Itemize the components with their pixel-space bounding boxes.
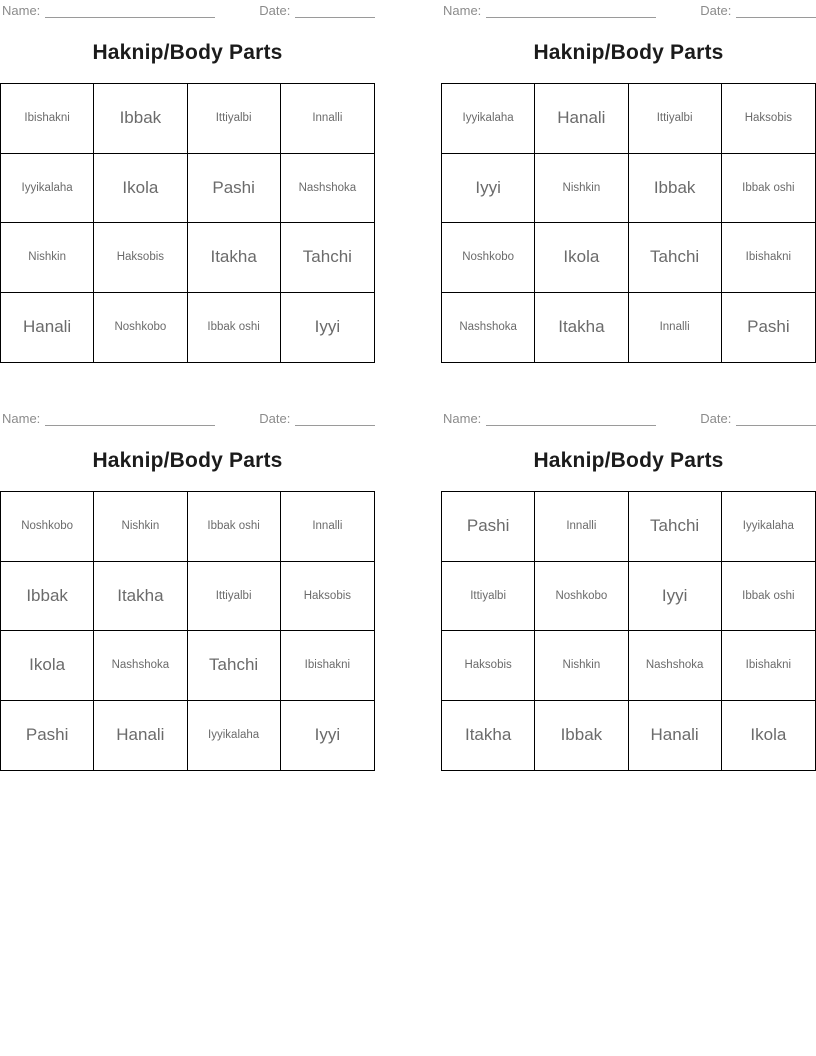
card-title: Haknip/Body Parts <box>92 41 283 64</box>
bingo-cell: Nashshoka <box>629 631 722 701</box>
card-title: Haknip/Body Parts <box>533 41 724 64</box>
bingo-cell: Itakha <box>442 701 535 771</box>
name-label: Name: <box>443 411 482 426</box>
bingo-cell: Hanali <box>535 84 628 154</box>
bingo-cell: Itakha <box>188 223 281 293</box>
name-date-row <box>0 3 375 18</box>
bingo-cell: Iyyikalaha <box>188 701 281 771</box>
bingo-cell: Pashi <box>188 154 281 224</box>
bingo-cell: Hanali <box>94 701 187 771</box>
bingo-cell: Nishkin <box>535 154 628 224</box>
bingo-card-2 <box>441 0 816 372</box>
bingo-cell: Nashshoka <box>281 154 374 224</box>
bingo-cell: Nashshoka <box>94 631 187 701</box>
bingo-cell: Pashi <box>1 701 94 771</box>
bingo-grid-3 <box>0 491 375 771</box>
bingo-cell: Ibbak oshi <box>722 562 815 632</box>
bingo-card-4 <box>441 408 816 780</box>
date-fill-line <box>295 4 375 18</box>
bingo-cell: Ibbak <box>629 154 722 224</box>
bingo-grid-4 <box>441 491 816 771</box>
bingo-cell: Tahchi <box>629 492 722 562</box>
bingo-cell: Innalli <box>629 293 722 363</box>
bingo-cell: Haksobis <box>94 223 187 293</box>
date-label: Date: <box>259 411 291 426</box>
name-label: Name: <box>2 3 41 18</box>
bingo-cell: Pashi <box>747 317 790 337</box>
name-date-row <box>441 3 816 18</box>
name-fill-line <box>45 412 215 426</box>
bingo-cell: Ibbak <box>1 562 94 632</box>
bingo-cell: Ibishakni <box>722 631 815 701</box>
bingo-cell: Noshkobo <box>1 492 94 562</box>
bingo-cell: Ibishakni <box>281 631 374 701</box>
date-label: Date: <box>700 3 732 18</box>
name-label: Name: <box>2 411 41 426</box>
date-fill-line <box>736 412 816 426</box>
bingo-cell: Iyyi <box>442 154 535 224</box>
bingo-cell: Ibbak <box>94 84 187 154</box>
card-title: Haknip/Body Parts <box>533 449 724 472</box>
bingo-cell: Ikola <box>94 154 187 224</box>
bingo-cell: Innalli <box>535 492 628 562</box>
name-date-row <box>441 411 816 426</box>
bingo-card-3 <box>0 408 375 780</box>
bingo-cell: Ibishakni <box>722 223 815 293</box>
name-date-row <box>0 411 375 426</box>
bingo-card-1 <box>0 0 375 372</box>
bingo-cell: Iyyikalaha <box>442 84 535 154</box>
bingo-cell: Pashi <box>442 492 535 562</box>
bingo-cell: Haksobis <box>281 562 374 632</box>
bingo-cell: Nishkin <box>1 223 94 293</box>
bingo-cell: Ibbak oshi <box>722 154 815 224</box>
bingo-cell: Innalli <box>281 492 374 562</box>
bingo-cell: Ikola <box>1 631 94 701</box>
bingo-cell: Tahchi <box>188 631 281 701</box>
card-title: Haknip/Body Parts <box>92 449 283 472</box>
bingo-cell: Nishkin <box>94 492 187 562</box>
bingo-cell: Iyyi <box>314 317 341 337</box>
bingo-cell: Ittiyalbi <box>629 84 722 154</box>
name-label: Name: <box>443 3 482 18</box>
bingo-cell: Ittiyalbi <box>188 84 281 154</box>
bingo-cell: Innalli <box>281 84 374 154</box>
bingo-cell: Ibbak oshi <box>188 492 281 562</box>
bingo-cell: Ibbak <box>535 701 628 771</box>
date-label: Date: <box>259 3 291 18</box>
name-fill-line <box>486 4 656 18</box>
bingo-grid-1 <box>0 83 375 363</box>
bingo-cell: Iyyi <box>314 725 341 745</box>
bingo-cell: Hanali <box>629 701 722 771</box>
bingo-cell: Iyyikalaha <box>722 492 815 562</box>
bingo-cell: Ibbak oshi <box>188 293 281 363</box>
bingo-cell: Ikola <box>535 223 628 293</box>
bingo-cell: Noshkobo <box>535 562 628 632</box>
bingo-cell: Ittiyalbi <box>188 562 281 632</box>
bingo-cell: Haksobis <box>722 84 815 154</box>
bingo-cell: Noshkobo <box>442 223 535 293</box>
bingo-cell: Itakha <box>535 293 628 363</box>
bingo-cell: Ittiyalbi <box>442 562 535 632</box>
name-fill-line <box>45 4 215 18</box>
bingo-grid-2 <box>441 83 816 363</box>
bingo-cell: Hanali <box>1 293 94 363</box>
bingo-cell: Nashshoka <box>442 293 535 363</box>
bingo-cell: Tahchi <box>281 223 374 293</box>
bingo-cell: Iyyikalaha <box>1 154 94 224</box>
date-fill-line <box>736 4 816 18</box>
name-fill-line <box>486 412 656 426</box>
date-label: Date: <box>700 411 732 426</box>
bingo-cell: Noshkobo <box>94 293 187 363</box>
bingo-cell: Nishkin <box>535 631 628 701</box>
bingo-cell: Ikola <box>750 725 787 745</box>
bingo-cell: Tahchi <box>629 223 722 293</box>
bingo-cell: Haksobis <box>442 631 535 701</box>
date-fill-line <box>295 412 375 426</box>
bingo-cell: Ibishakni <box>1 84 94 154</box>
bingo-cell: Iyyi <box>629 562 722 632</box>
bingo-cell: Itakha <box>94 562 187 632</box>
